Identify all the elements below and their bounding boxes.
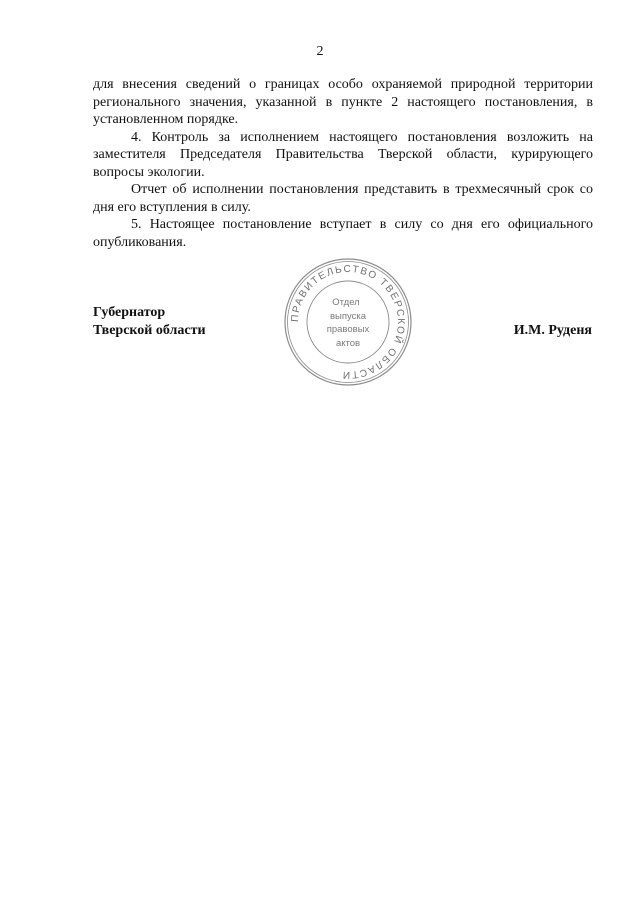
- stamp-center-line: выпуска: [329, 311, 367, 322]
- paragraph-report: Отчет об исполнении постановления представить в трехмесячный срок со дня его вступления в силу.: [93, 182, 593, 215]
- stamp-outer-ring: [285, 259, 411, 385]
- official-stamp: [282, 256, 414, 388]
- signatory-name: И.М. Руденя: [513, 323, 592, 338]
- stamp-center-line: правовых: [326, 324, 370, 335]
- signature-position: Губернатор: [93, 305, 166, 320]
- paragraph-item-4: 4. Контроль за исполнением настоящего постановления возложить на заместителя Председателя Правительства Тверской области, курирующего вопросы экологии.: [93, 129, 593, 180]
- stamp-center-text: [327, 297, 370, 349]
- stamp-ring-text: ПРАВИТЕЛЬСТВО ТВЕРСКОЙ ОБЛАСТИ: [289, 263, 407, 381]
- stamp-center-line: Отдел: [332, 297, 360, 308]
- page-number: 2: [316, 44, 324, 59]
- stamp-seal: [282, 256, 414, 388]
- stamp-center-line: актов: [335, 338, 361, 349]
- paragraph-continuation: для внесения сведений о границах особо охраняемой природной территории регионального значения, указанной в пункте 2 настоящего постановления, в установленном порядке.: [93, 77, 593, 127]
- stamp-outer-ring-inner: [288, 262, 409, 383]
- paragraph-item-5: 5. Настоящее постановление вступает в силу со дня его официального опубликования.: [93, 217, 593, 250]
- stamp-inner-ring: [307, 281, 389, 363]
- signature-region: Тверской области: [93, 323, 206, 338]
- document-body: [93, 76, 593, 251]
- signature-title: [93, 304, 206, 340]
